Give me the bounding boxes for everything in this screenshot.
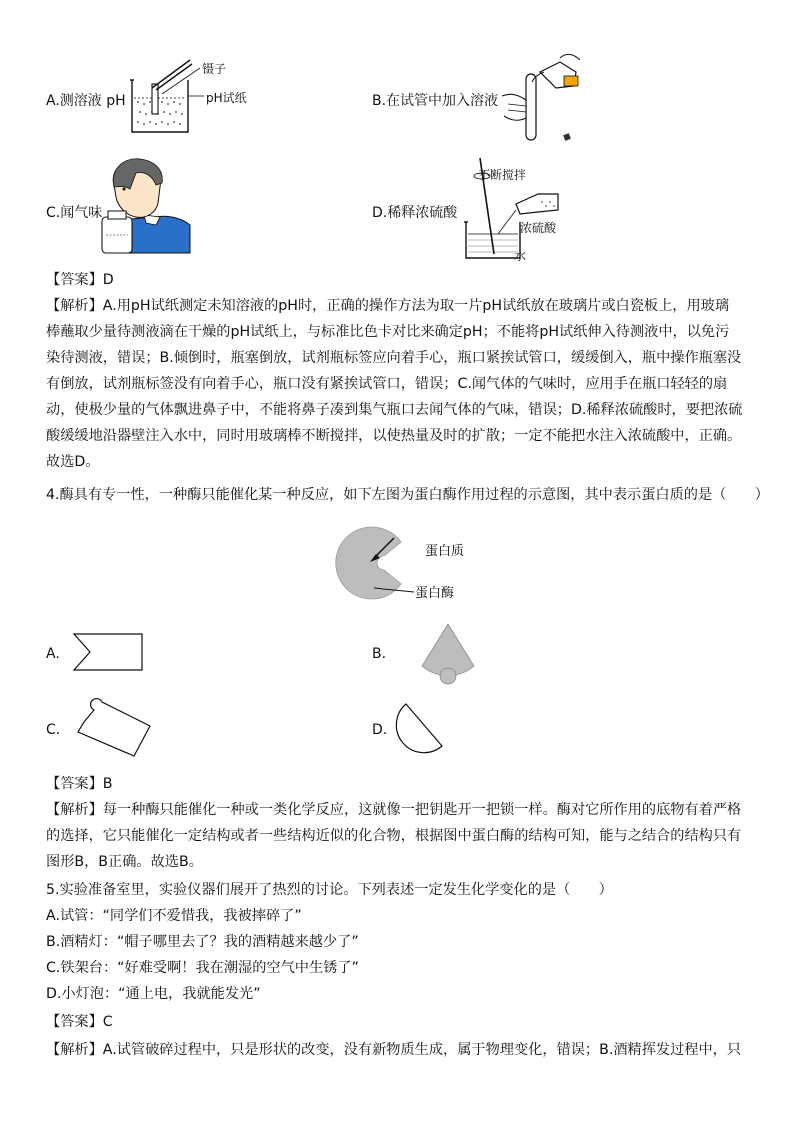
ph-paper-label: pH试纸 — [206, 91, 247, 105]
q5-question: 5.实验准备室里，实验仪器们展开了热烈的讨论。下列表述一定发生化学变化的是（ ） — [46, 882, 613, 898]
stir-label: 不断搅拌 — [478, 168, 527, 182]
q5-option: D.小灯泡：“通上电，我就能发光” — [46, 986, 261, 1002]
q3-analysis-line: 【解析】A.用pH试纸测定未知溶液的pH时，正确的操作方法为取一片pH试纸放在玻璃片或白瓷板上，用玻璃 — [46, 298, 730, 314]
q3-analysis-line: 棒蘸取少量待测液滴在干燥的pH试纸上，与标准比色卡对比来确定pH；不能将pH试纸伸入待测液中，以免污 — [46, 324, 730, 340]
shape-d — [392, 700, 448, 760]
q4-analysis-line: 的选择，它只能催化一定结构或者一些结构近似的化合物，根据图中蛋白酶的结构可知，能与之结合的结构只有 — [46, 828, 742, 844]
q4-option-d-label: D. — [372, 722, 388, 738]
shape-b — [418, 622, 480, 686]
q4-option-a-label: A. — [46, 646, 60, 662]
q3-answer: 【答案】D — [46, 272, 114, 288]
q5-answer: 【答案】C — [46, 1014, 113, 1030]
q3-analysis-line: 染待测液，错误；B.倾倒时，瓶塞倒放，试剂瓶标签应向着手心，瓶口紧挨试管口，缓缓倒入，瓶中操作瓶塞没 — [46, 350, 742, 366]
q3-analysis-line: 动，使极少量的气体飘进鼻子中，不能将鼻子凑到集气瓶口去闻气体的气味，错误；D.稀释浓硫酸时，要把浓硫 — [46, 402, 743, 418]
shape-c — [72, 696, 152, 760]
q4-question: 4.酶具有专一性，一种酶只能催化某一种反应，如下左图为蛋白酶作用过程的示意图，其中表示蛋白质的是（ ） — [46, 487, 769, 503]
q3-analysis-line: 有倒放，试剂瓶标签没有向着手心，瓶口没有紧挨试管口，错误；C.闻气体的气味时，应用手在瓶口轻轻的扇 — [46, 376, 728, 392]
q4-analysis-line: 【解析】每一种酶只能催化一种或一类化学反应，这就像一把钥匙开一把锁一样。酶对它所作用的底物有着严格 — [46, 802, 742, 818]
q3-option-a-label: A.测溶液 pH — [46, 93, 126, 109]
shape-a — [72, 632, 144, 672]
pour-into-tube-illustration — [500, 52, 590, 148]
q5-option: C.铁架台：“好难受啊！我在潮湿的空气中生锈了” — [46, 960, 359, 976]
q4-option-b-label: B. — [372, 646, 387, 662]
water-label: 水 — [514, 249, 527, 263]
acid-label: 浓硫酸 — [520, 221, 557, 235]
protein-label: 蛋白质 — [425, 544, 465, 559]
q4-analysis-line: 图形B，B正确。故选B。 — [46, 854, 203, 870]
smell-gas-illustration — [100, 155, 192, 255]
q3-analysis-line: 故选D。 — [46, 454, 100, 470]
q4-answer: 【答案】B — [46, 776, 113, 792]
q5-option: A.试管：“同学们不爱惜我，我被摔碎了” — [46, 908, 302, 924]
q3-option-d-label: D.稀释浓硫酸 — [372, 205, 458, 221]
enzyme-diagram — [328, 522, 428, 612]
q3-analysis-line: 酸缓缓地沿器壁注入水中，同时用玻璃棒不断搅拌，以使热量及时的扩散；一定不能把水注入浓硫酸中，正确。 — [46, 428, 742, 444]
q4-option-c-label: C. — [46, 722, 61, 738]
tweezers-label: 镊子 — [202, 62, 227, 76]
q5-analysis-line: 【解析】A.试管破碎过程中，只是形状的改变，没有新物质生成，属于物理变化，错误；B.酒精挥发过程中，只 — [46, 1042, 742, 1058]
q3-option-b-label: B.在试管中加入溶液 — [372, 93, 499, 109]
enzyme-label: 蛋白酶 — [415, 586, 455, 601]
q5-option: B.酒精灯：“帽子哪里去了？我的酒精越来越少了” — [46, 934, 359, 950]
q3-option-c-label: C.闻气味 — [46, 205, 103, 221]
